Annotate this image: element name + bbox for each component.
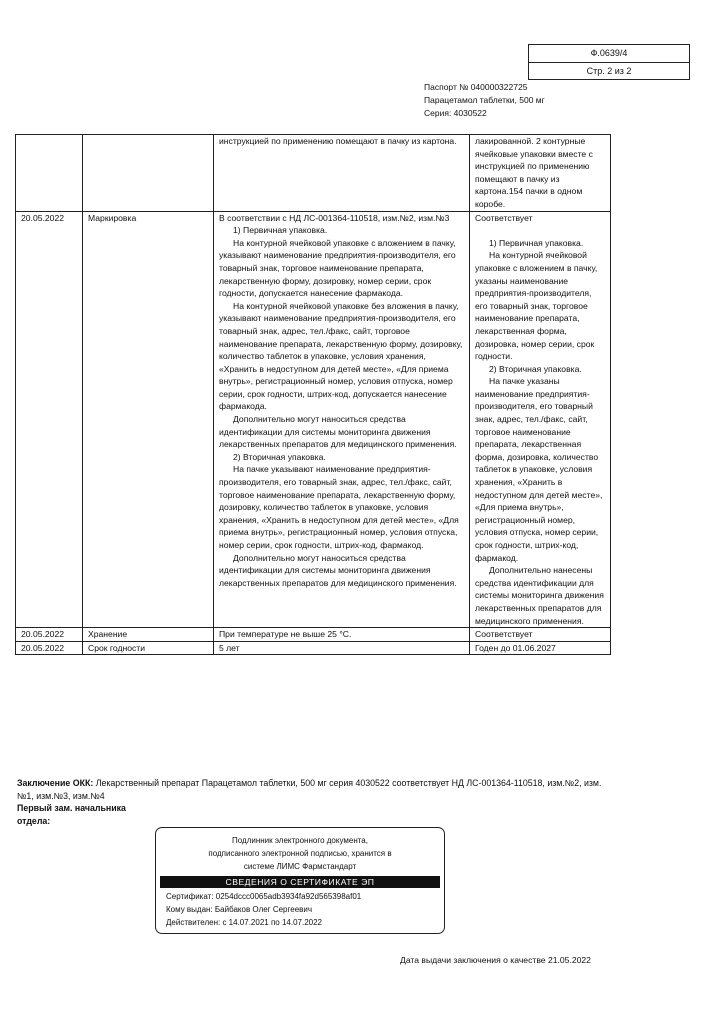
result-text: 1) Первичная упаковка. — [489, 237, 584, 248]
requirement-text: На контурной ячейковой упаковке без вложения в пачку, указывают наименование предприятия-производителя, его товарный знак, адрес, тел./факс, сайт, торговое наименование препарата, лекарственную форму, дозировку, количество таблеток в упаковке, условия хранения, «Хранить в недоступном для детей месте», «Для приема внутрь», регистрационный номер, условия отпуска, номер серии, срок годности, штрих-код, допускается нанесение фармакода. — [219, 300, 463, 412]
conclusion-text: Лекарственный препарат Парацетамол таблетки, 500 мг серия 4030522 соответствует НД ЛС-001364-110518, изм.№2, изм.№1, изм.№3, изм.№4 — [17, 778, 602, 801]
signer-title: Первый зам. начальника — [17, 803, 126, 814]
stamp-certificate-id: Сертификат: 0254dccc0065adb3934fa92d565398af01 — [166, 892, 362, 901]
passport-number: Паспорт № 040000322725 — [424, 82, 528, 92]
parameter-cell: Срок годности — [83, 641, 214, 655]
date-cell: 20.05.2022 — [16, 641, 83, 655]
stamp-certificate-title: СВЕДЕНИЯ О СЕРТИФИКАТЕ ЭП — [160, 876, 440, 888]
date-cell: 20.05.2022 — [16, 211, 83, 628]
result-cell: Соответствует — [470, 628, 611, 642]
requirement-text: На пачке указывают наименование предприятия-производителя, его товарный знак, адрес, тел./факс, сайт, торговое наименование препарата, лекарственную форму, дозировку, количество таблеток в упаковке, условия хранения, «Хранить в недоступном для детей месте», «Для приема внутрь», регистрационный номер, условия отпуска, номер серии, срок годности, штрих-код, фармакод. — [219, 464, 459, 550]
form-number-box — [528, 44, 690, 80]
stamp-notice-line: подписанного электронной подписью, хранится в — [208, 849, 392, 858]
series-number: Серия: 4030522 — [424, 108, 487, 118]
requirement-text: 2) Вторичная упаковка. — [233, 451, 326, 462]
requirement-cell: При температуре не выше 25 °С. — [214, 628, 470, 642]
parameter-cell: Маркировка — [83, 211, 214, 628]
table-row — [16, 628, 611, 642]
stamp-notice — [156, 834, 444, 873]
signer-department: отдела: — [17, 815, 51, 826]
table-row — [16, 211, 611, 628]
stamp-notice-line: Подлинник электронного документа, — [232, 836, 368, 845]
requirement-text: 1) Первичная упаковка. — [233, 225, 328, 236]
result-cell — [470, 135, 611, 212]
requirement-cell — [214, 211, 470, 628]
result-text: Дополнительно нанесены средства идентификации для системы мониторинга движения лекарственных препаратов для медицинского применения. — [475, 565, 604, 626]
parameter-cell: Хранение — [83, 628, 214, 642]
result-text: На контурной ячейковой упаковке с вложением в пачку, указаны наименование предприятия-производителя, его товарный знак, торговое наименование препарата, лекарственная форма, дозировка, номер серии, срок годности. — [475, 250, 598, 362]
parameter-cell — [83, 135, 214, 212]
result-text: На пачке указаны наименование предприятия-производителя, его товарный знак, адрес, тел./факс, сайт, торговое наименование препарата, лекарственная форма, дозировка, количество таблеток в упаковке, условия хранения, «Хранить в недоступном для детей месте», «Для приема внутрь», регистрационный номер, условия отпуска, номер серии, срок годности, штрих-код, фармакод. — [475, 376, 603, 563]
requirement-text: На контурной ячейковой упаковке с вложением в пачку, указывают наименование предприятия-производителя, его товарный знак, торговое наименование препарата, лекарственную форму, дозировку, номер серии, срок годности, допускается нанесение фармакода. — [219, 237, 456, 299]
date-cell: 20.05.2022 — [16, 628, 83, 642]
result-text: Соответствует — [475, 212, 533, 223]
e-signature-stamp — [155, 827, 445, 934]
result-cell — [470, 211, 611, 628]
requirement-text: В соответствии с НД ЛС-001364-110518, изм.№2, изм.№3 — [219, 212, 450, 223]
quality-table — [15, 134, 611, 655]
requirement-text: инструкцией по применению помещают в пачку из картона. — [219, 136, 457, 146]
table-row — [16, 135, 611, 212]
result-cell: Годен до 01.06.2027 — [470, 641, 611, 655]
result-text: лакированной. 2 контурные ячейковые упаковки вместе с инструкцией по применению помещают в пачку из картона.154 пачки в одном коробе. — [475, 136, 593, 209]
form-number: Ф.0639/4 — [590, 48, 628, 58]
conclusion-label: Заключение ОКК: — [17, 778, 94, 788]
table-row — [16, 641, 611, 655]
requirement-text: Дополнительно могут наноситься средства идентификации для системы мониторинга движения лекарственных препаратов для медицинского применения. — [219, 552, 457, 588]
issue-date: Дата выдачи заключения о качестве 21.05.2022 — [400, 955, 591, 965]
requirement-cell: 5 лет — [214, 641, 470, 655]
stamp-certificate-owner: Кому выдан: Байбаков Олег Сергеевич — [166, 905, 313, 914]
result-text: 2) Вторичная упаковка. — [489, 363, 582, 374]
requirement-text: Дополнительно могут наноситься средства идентификации для системы мониторинга движения лекарственных препаратов для медицинского применения. — [219, 414, 457, 450]
conclusion-block — [17, 777, 617, 827]
date-cell — [16, 135, 83, 212]
requirement-cell — [214, 135, 470, 212]
stamp-notice-line: системе ЛИМС Фармстандарт — [243, 862, 357, 871]
result-text — [475, 224, 605, 237]
stamp-certificate-validity: Действителен: с 14.07.2021 по 14.07.2022 — [166, 918, 322, 927]
product-name: Парацетамол таблетки, 500 мг — [424, 95, 545, 105]
page-indicator: Стр. 2 из 2 — [529, 62, 689, 80]
